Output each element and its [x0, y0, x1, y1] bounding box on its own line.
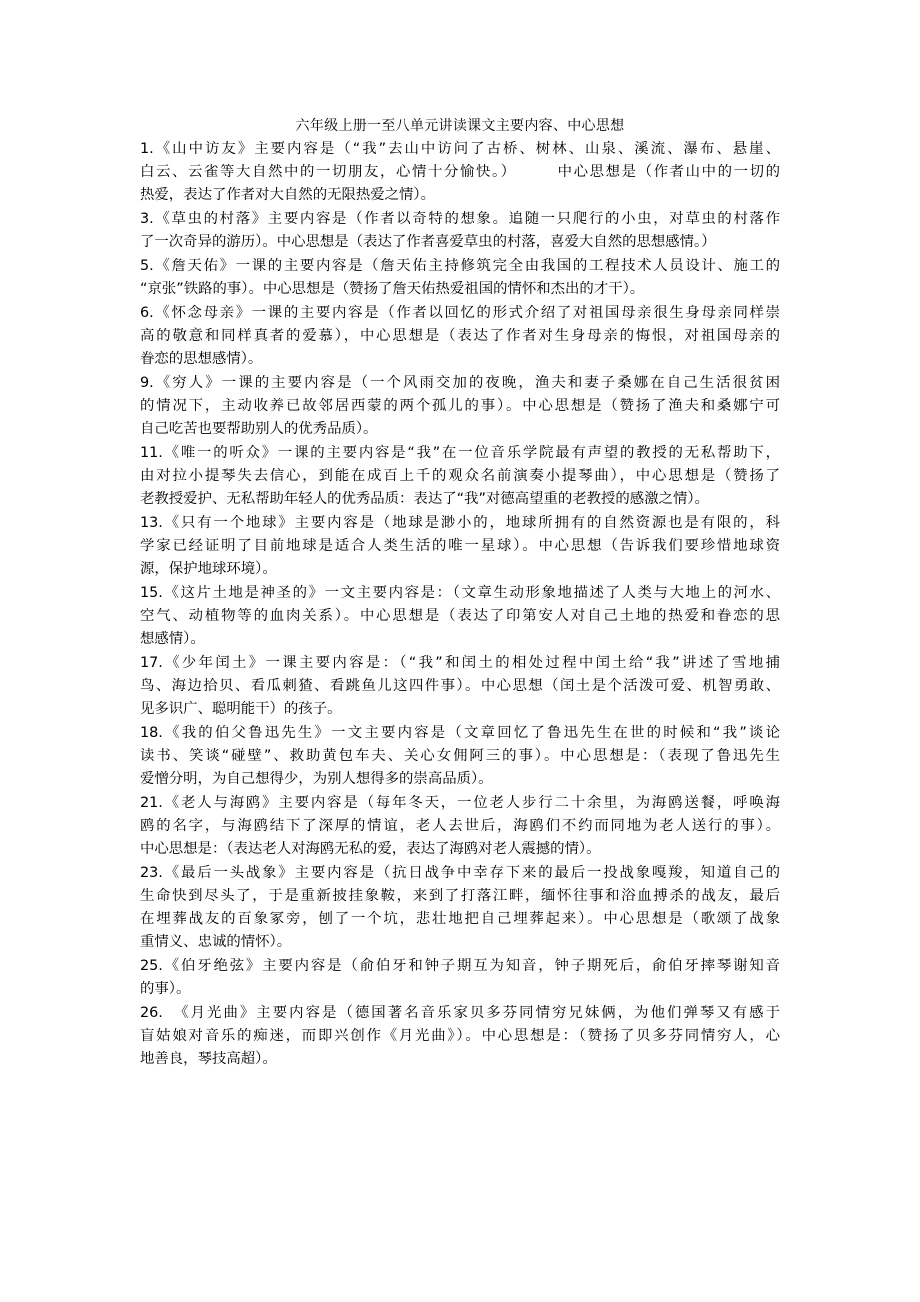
entry-line: 25.《伯牙绝弦》主要内容是（俞伯牙和钟子期互为知音，钟子期死后，俞伯牙摔琴谢知音	[140, 958, 780, 974]
entry-line: 生命快到尽头了，于是重新披挂象鞍，来到了打落江畔，缅怀往事和浴血搏杀的战友，最后	[140, 888, 780, 904]
entry-line: 15.《这片土地是神圣的》一文主要内容是：（文章生动形象地描述了人类与大地上的河水、	[140, 585, 780, 601]
entry-line: 21.《老人与海鸥》主要内容是（每年冬天，一位老人步行二十余里，为海鸥送餐，呼唤海	[140, 795, 780, 811]
lesson-entry	[140, 792, 780, 861]
entry-line: 由对拉小提琴失去信心，到能在成百上千的观众名前演奏小提琴曲），中心思想是（赞扬了	[140, 468, 780, 484]
entry-line: 读书、笑谈“碰壁”、救助黄包车夫、关心女佣阿三的事）。中心思想是：（表现了鲁迅先生	[140, 748, 780, 764]
entry-line: 的事）。	[140, 981, 191, 997]
document-body	[140, 138, 780, 1072]
lesson-entry	[140, 955, 780, 1001]
entry-line: 17.《少年闰土》一课主要内容是：（“我”和闰土的相处过程中闰土给“我”讲述了雪地捕	[140, 655, 780, 671]
entry-gap	[140, 1071, 780, 1072]
entry-line: 18.《我的伯父鲁迅先生》一文主要内容是（文章回忆了鲁迅先生在世的时候和“我”谈论	[140, 725, 780, 741]
lesson-entry	[140, 862, 780, 954]
entry-line: 眷恋的思想感情）。	[140, 351, 263, 367]
lesson-entry	[140, 372, 780, 441]
document-title: 六年级上册一至八单元讲读课文主要内容、中心思想	[295, 118, 625, 134]
entry-line: 鸥的名字，与海鸥结下了深厚的情谊，老人去世后，海鸥们不约而同地为老人送行的事）。	[140, 818, 780, 834]
entry-line: 热爱，表达了作者对大自然的无限热爱之情）。	[140, 187, 436, 203]
entry-line: 鸟、海边拾贝、看瓜刺猹、看跳鱼儿这四件事）。中心思想（闰土是个活泼可爱、机智勇敢、	[140, 678, 780, 694]
lesson-entry	[140, 442, 780, 511]
entry-line: 重情义、忠诚的情怀）。	[140, 934, 292, 950]
lesson-entry	[140, 722, 780, 791]
entry-line: 11.《唯一的听众》一课的主要内容是“我”在一位音乐学院最有声望的教授的无私帮助下，	[140, 445, 780, 461]
entry-line: 空气、动植物等的血肉关系）。中心思想是（表达了印第安人对自己土地的热爱和眷恋的思	[140, 608, 780, 624]
entry-line: 了一次奇异的游历）。中心思想是（表达了作者喜爱草虫的村落，喜爱大自然的思想感情。）	[140, 234, 716, 250]
entry-line: 爱憎分明，为自己想得少，为别人想得多的崇高品质）。	[140, 771, 493, 787]
entry-line: 13.《只有一个地球》主要内容是（地球是渺小的，地球所拥有的自然资源也是有限的，科	[140, 515, 780, 531]
entry-line: 在埋葬战友的百象冢旁，刨了一个坑，悲壮地把自己埋葬起来）。中心思想是（歌颂了战象	[140, 911, 780, 927]
entry-line: 地善良，琴技高超）。	[140, 1051, 277, 1067]
lesson-entry	[140, 302, 780, 371]
entry-line: 高的敬意和同样真者的爱慕），中心思想是（表达了作者对生身母亲的悔恨，对祖国母亲的	[140, 328, 780, 344]
lesson-entry	[140, 512, 780, 581]
lesson-entry	[140, 1002, 780, 1071]
entry-line: 1.《山中访友》主要内容是（“我”去山中访问了古桥、树林、山泉、溪流、瀑布、悬崖、	[140, 141, 780, 157]
entry-line: 3.《草虫的村落》主要内容是（作者以奇特的想象。追随一只爬行的小虫，对草虫的村落作	[140, 211, 780, 227]
entry-line: 老教授爱护、无私帮助年轻人的优秀品质：表达了“我”对德高望重的老教授的感激之情）。	[140, 491, 709, 507]
entry-line: 源，保护地球环境）。	[140, 561, 277, 577]
lesson-entry	[140, 138, 780, 207]
entry-line: “京张”铁路的事）。中心思想是（赞扬了詹天佑热爱祖国的情怀和杰出的才干）。	[140, 281, 645, 297]
entry-line: 5.《詹天佑》一课的主要内容是（詹天佑主持修筑完全由我国的工程技术人员设计、施工的	[140, 258, 780, 274]
entry-line: 的情况下，主动收养已故邻居西蒙的两个孤儿的事）。中心思想是（赞扬了渔夫和桑娜宁可	[140, 398, 780, 414]
entry-line: 白云、云雀等大自然中的一切朋友，心情十分愉快。） 中心思想是（作者山中的一切的	[140, 164, 780, 180]
entry-line: 中心思想是：（表达老人对海鸥无私的爱，表达了海鸥对老人震撼的情）。	[140, 841, 601, 857]
lesson-entry	[140, 582, 780, 651]
entry-line: 9.《穷人》一课的主要内容是（一个风雨交加的夜晚，渔夫和妻子桑娜在自己生活很贫困	[140, 375, 780, 391]
lesson-entry	[140, 255, 780, 301]
entry-line: 6.《怀念母亲》一课的主要内容是（作者以回忆的形式介绍了对祖国母亲很生身母亲同样崇	[140, 305, 780, 321]
entry-line: 盲姑娘对音乐的痴迷，而即兴创作《月光曲》）。中心思想是：（赞扬了贝多芬同情穷人，心	[140, 1028, 780, 1044]
entry-line: 自己吃苦也要帮助别人的优秀品质）。	[140, 421, 378, 437]
lesson-entry	[140, 208, 780, 254]
lesson-entry	[140, 652, 780, 721]
entry-line: 23.《最后一头战象》主要内容是（抗日战争中幸存下来的最后一投战象嘎羧，知道自己的	[140, 865, 780, 881]
entry-line: 26. 《月光曲》主要内容是（德国著名音乐家贝多芬同情穷兄妹俩，为他们弹琴又有感于	[140, 1005, 780, 1021]
entry-line: 想感情）。	[140, 631, 205, 647]
entry-line: 学家已经证明了目前地球是适合人类生活的唯一星球）。中心思想（告诉我们要珍惜地球资	[140, 538, 780, 554]
entry-line: 见多识广、聪明能干）的孩子。	[140, 701, 342, 717]
